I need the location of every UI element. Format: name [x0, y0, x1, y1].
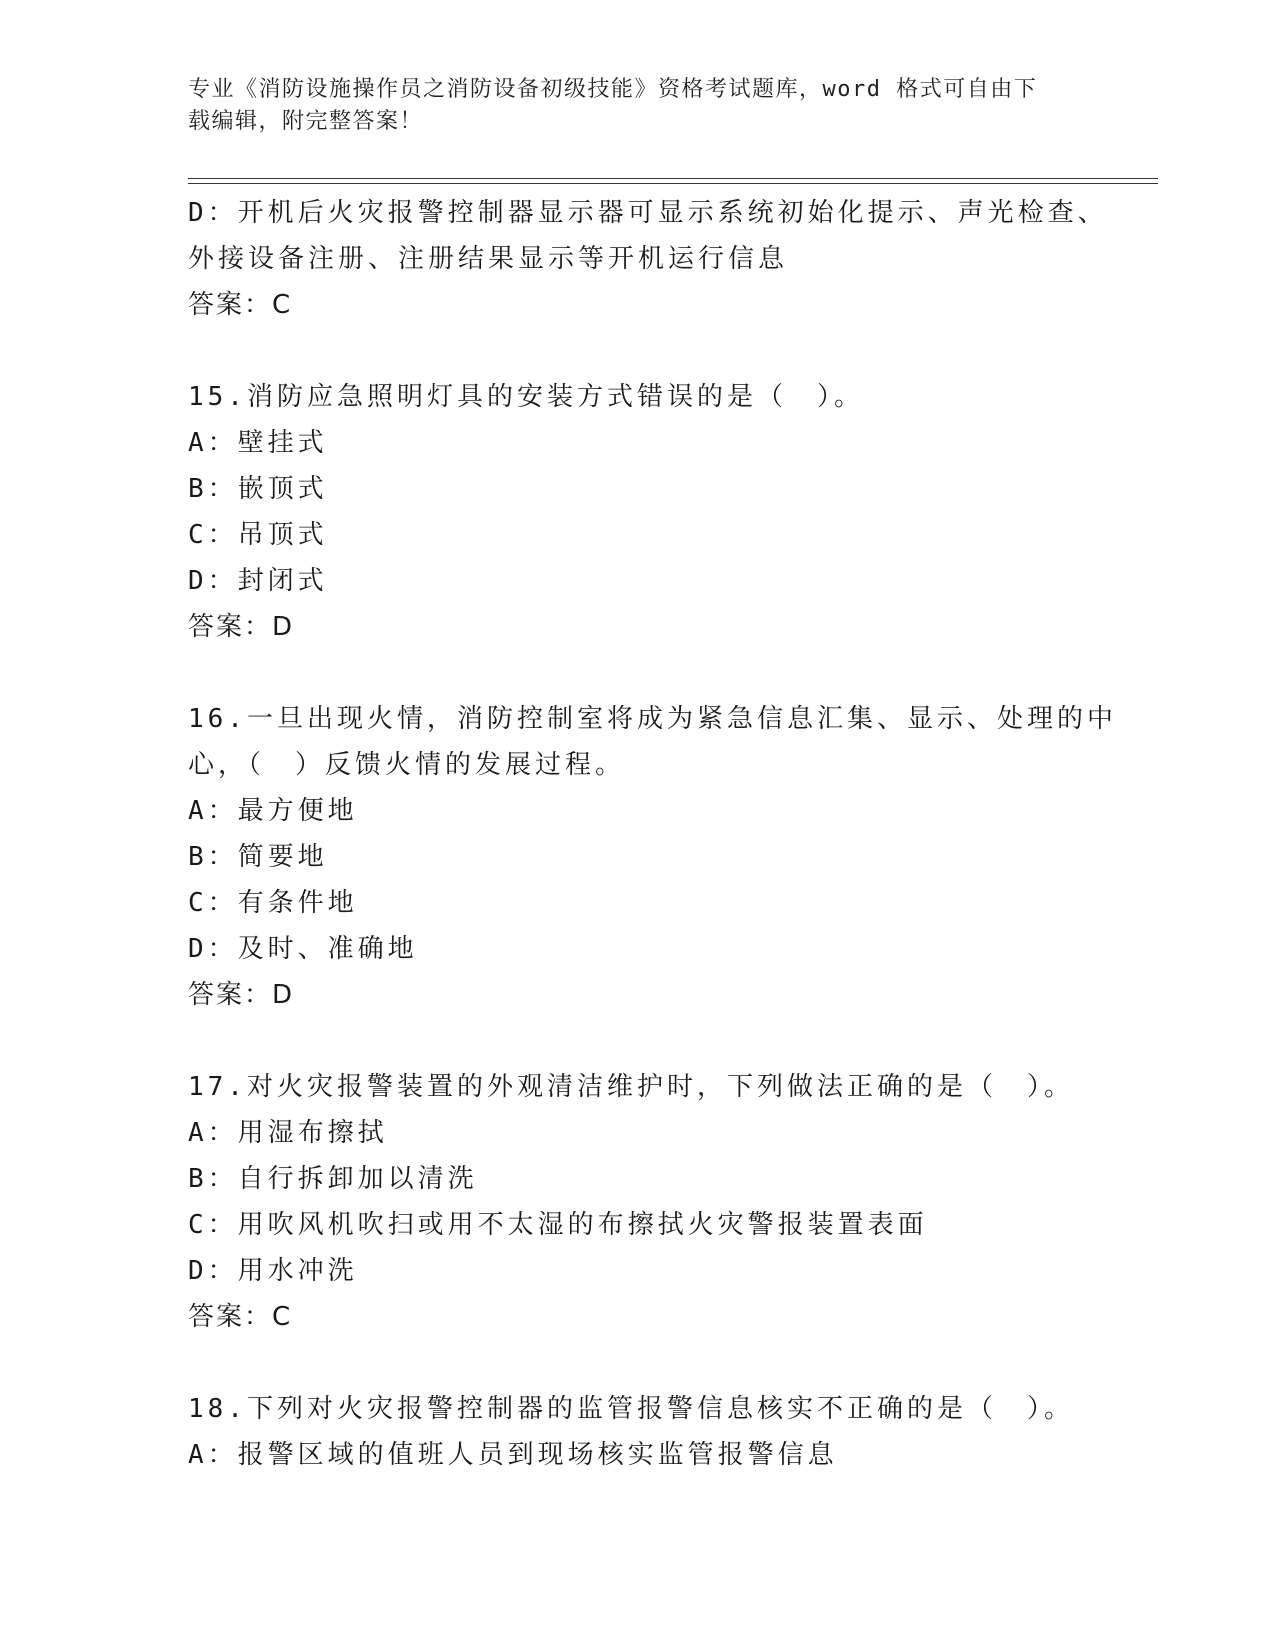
question-17: [188, 1064, 1088, 1340]
option-d: D：用水冲洗: [188, 1256, 358, 1286]
header-line-1: 专业《消防设施操作员之消防设备初级技能》资格考试题库，word 格式可自由下: [188, 77, 1038, 102]
header-line-2: 载编辑，附完整答案！: [188, 109, 424, 134]
answer: 答案：D: [188, 980, 295, 1010]
question-16: [188, 696, 1117, 1018]
option-a: A：最方便地: [188, 796, 358, 826]
option-c: C：用吹风机吹扫或用不太湿的布擦拭火灾警报装置表面: [188, 1210, 928, 1240]
option-d-line-1: D：开机后火灾报警控制器显示器可显示系统初始化提示、声光检查、: [188, 198, 1108, 228]
option-d: D：及时、准确地: [188, 934, 418, 964]
option-a: A：壁挂式: [188, 428, 328, 458]
spacer: [188, 1018, 1088, 1064]
option-b: B：自行拆卸加以清洗: [188, 1164, 478, 1194]
question-18: [188, 1386, 1088, 1478]
option-d-line-2: 外接设备注册、注册结果显示等开机运行信息: [188, 244, 789, 274]
option-a: A：用湿布擦拭: [188, 1118, 388, 1148]
question-stem-line-1: 16.一旦出现火情，消防控制室将成为紧急信息汇集、显示、处理的中: [188, 704, 1117, 734]
question-stem: 17.对火灾报警装置的外观清洁维护时，下列做法正确的是（ ）。: [188, 1072, 1074, 1102]
option-c: C：有条件地: [188, 888, 358, 918]
question-list: [188, 190, 1117, 1478]
option-d: D：封闭式: [188, 566, 328, 596]
header-divider: [188, 178, 1158, 184]
document-header: [188, 74, 1088, 138]
spacer: [188, 650, 1088, 696]
spacer: [188, 1340, 1088, 1386]
question-stem: 15.消防应急照明灯具的安装方式错误的是（ ）。: [188, 382, 864, 412]
option-b: B：嵌顶式: [188, 474, 328, 504]
option-c: C：吊顶式: [188, 520, 328, 550]
question-stem: 18.下列对火灾报警控制器的监管报警信息核实不正确的是（ ）。: [188, 1394, 1074, 1424]
question-14-tail: [188, 190, 1108, 328]
answer: 答案：C: [188, 1302, 293, 1332]
option-a: A：报警区域的值班人员到现场核实监管报警信息: [188, 1440, 838, 1470]
question-stem-line-2: 心，（ ）反馈火情的发展过程。: [188, 750, 626, 780]
option-b: B：简要地: [188, 842, 328, 872]
spacer: [188, 328, 1088, 374]
answer: 答案：C: [188, 290, 293, 320]
question-15: [188, 374, 1088, 650]
answer: 答案：D: [188, 612, 295, 642]
